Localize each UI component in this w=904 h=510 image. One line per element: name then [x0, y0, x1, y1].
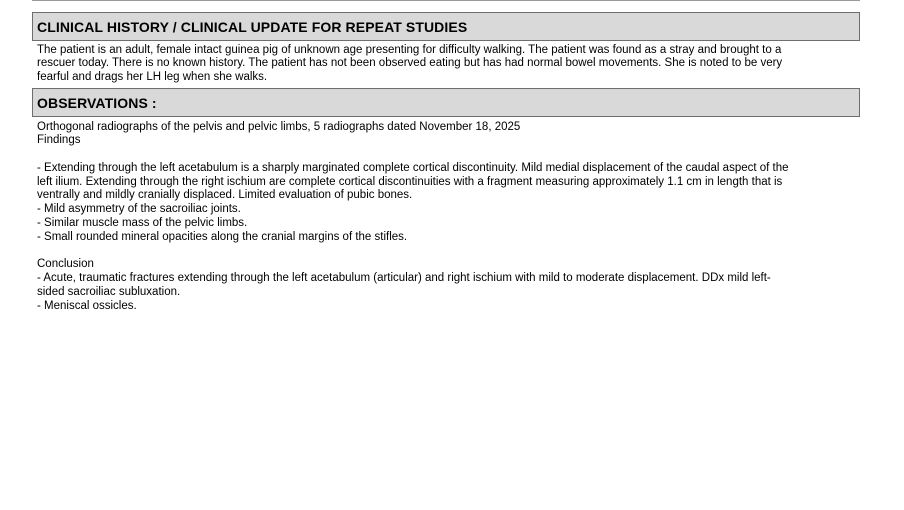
finding-line: ventrally and mildly cranially displaced. Limited evaluation of pubic bones.: [37, 189, 413, 202]
observations-header: [32, 88, 860, 117]
top-divider-line: [32, 0, 860, 1]
conclusion-line: - Acute, traumatic fractures extending through the left acetabulum (articular) and right ischium with mild to moderate displacement. DDx mild left-: [37, 272, 771, 285]
history-line: fearful and drags her LH leg when she walks.: [37, 71, 268, 84]
clinical-history-header: [32, 12, 860, 41]
clinical-history-heading: CLINICAL HISTORY / CLINICAL UPDATE FOR REPEAT STUDIES: [37, 19, 468, 35]
finding-line: - Small rounded mineral opacities along the cranial margins of the stifles.: [37, 230, 408, 243]
spacer: [37, 245, 857, 259]
observations-heading: OBSERVATIONS :: [37, 95, 157, 111]
spacer: [37, 148, 857, 162]
conclusion-line: sided sacroiliac subluxation.: [37, 286, 181, 299]
conclusion-label: Conclusion: [37, 258, 94, 271]
finding-line: - Extending through the left acetabulum is a sharply marginated complete cortical discontinuity. Mild medial displacement of the caudal aspect of the: [37, 161, 789, 174]
history-line: rescuer today. There is no known history. The patient has not been observed eating but has had normal bowel movements. She is noted to be very: [37, 57, 783, 70]
finding-line: - Mild asymmetry of the sacroiliac joints.: [37, 203, 241, 216]
clinical-history-body: [37, 44, 857, 85]
finding-line: left ilium. Extending through the right ischium are complete cortical discontinuities with a fragment measuring approximately 1.1 cm in length that is: [37, 175, 783, 188]
observations-body: [37, 121, 857, 314]
history-line: The patient is an adult, female intact guinea pig of unknown age presenting for difficulty walking. The patient was found as a stray and brought to a: [37, 43, 782, 56]
finding-line: - Similar muscle mass of the pelvic limbs.: [37, 217, 248, 230]
findings-label: Findings: [37, 134, 81, 147]
study-description: Orthogonal radiographs of the pelvis and pelvic limbs, 5 radiographs dated November 18, 2025: [37, 120, 521, 133]
conclusion-line: - Meniscal ossicles.: [37, 299, 137, 312]
